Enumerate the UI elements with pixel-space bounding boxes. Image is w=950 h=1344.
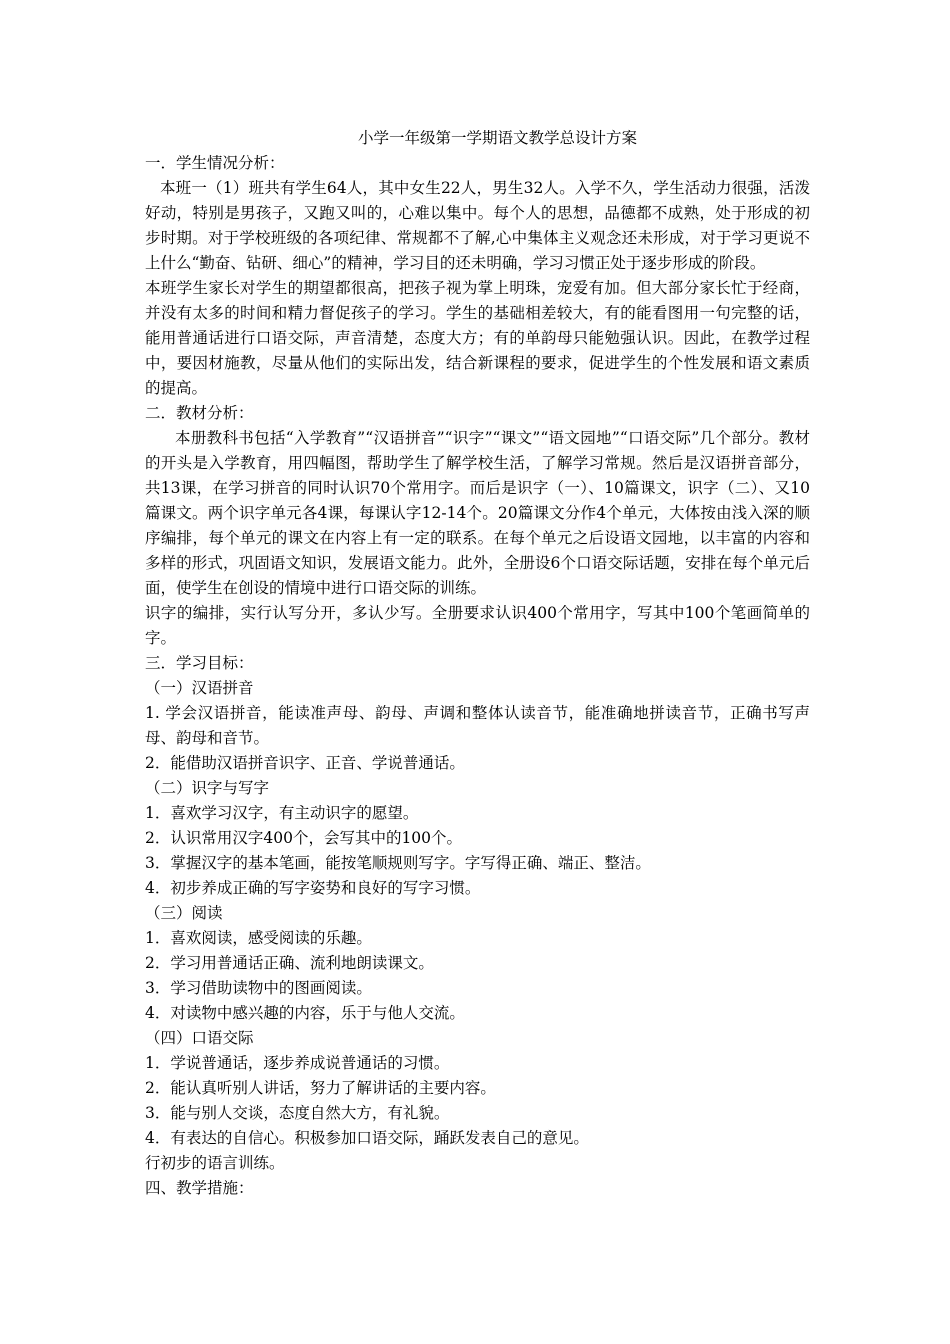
section-heading-2: 二．教材分析：	[145, 404, 254, 422]
list-item: 3．掌握汉字的基本笔画，能按笔顺规则写字。字写得正确、端正、整洁。	[145, 854, 651, 872]
list-item: 4．对读物中感兴趣的内容，乐于与他人交流。	[145, 1004, 465, 1022]
list-item: 4．初步养成正确的写字姿势和良好的写字习惯。	[145, 879, 481, 897]
list-item: 1．学说普通话，逐步养成说普通话的习惯。	[145, 1054, 450, 1072]
list-item: 1．喜欢学习汉字，有主动识字的愿望。	[145, 804, 419, 822]
paragraph: 本册教科书包括“入学教育”“汉语拼音”“识字”“课文”“语文园地”“口语交际”几个部分。教材的开头是入学教育，用四幅图，帮助学生了解学校生活，了解学习常规。然后是汉语拼音部分，共13课，在学习拼音的同时认识70个常用字。而后是识字（一）、10篇课文，识字（二）、又10篇课文。两个识字单元各4课，每课认字12-14个。20篇课文分作4个单元，大体按由浅入深的顺序编排，每个单元的课文在内容上有一定的联系。在每个单元之后设语文园地，以丰富的内容和多样的形式，巩固语文知识，发展语文能力。此外，全册设6个口语交际话题，安排在每个单元后面，使学生在创设的情境中进行口语交际的训练。	[145, 429, 810, 597]
paragraph: 识字的编排，实行认写分开，多认少写。全册要求认识400个常用字，写其中100个笔画简单的字。	[145, 604, 810, 647]
subsection-title: （一）汉语拼音	[145, 679, 254, 697]
paragraph: 本班学生家长对学生的期望都很高，把孩子视为掌上明珠，宠爱有加。但大部分家长忙于经商，并没有太多的时间和精力督促孩子的学习。学生的基础相差较大，有的能看图用一句完整的话，能用普通话进行口语交际，声音清楚，态度大方；有的单韵母只能勉强认识。因此，在教学过程中，要因材施教，尽量从他们的实际出发，结合新课程的要求，促进学生的个性发展和语文素质的提高。	[145, 279, 810, 397]
subsection-title: （三）阅读	[145, 904, 223, 922]
section-heading-4: 四、教学措施：	[145, 1179, 254, 1197]
subsection-title: （四）口语交际	[145, 1029, 254, 1047]
list-item: 3．能与别人交谈，态度自然大方，有礼貌。	[145, 1104, 450, 1122]
document-body	[145, 126, 810, 1201]
paragraph: 行初步的语言训练。	[145, 1154, 285, 1172]
list-item: 2．能认真听别人讲话，努力了解讲话的主要内容。	[145, 1079, 496, 1097]
paragraph: 本班一（1）班共有学生64人，其中女生22人，男生32人。入学不久，学生活动力很强，活泼好动，特别是男孩子，又跑又叫的，心难以集中。每个人的思想，品德都不成熟，处于形成的初步时期。对于学校班级的各项纪律、常规都不了解,心中集体主义观念还未形成，对于学习更说不上什么“勤奋、钻研、细心”的精神，学习目的还未明确，学习习惯正处于逐步形成的阶段。	[145, 179, 810, 272]
section-heading-3: 三．学习目标：	[145, 654, 254, 672]
list-item: 2．学习用普通话正确、流利地朗读课文。	[145, 954, 434, 972]
list-item: 2．能借助汉语拼音识字、正音、学说普通话。	[145, 754, 465, 772]
subsection-title: （二）识字与写字	[145, 779, 270, 797]
list-item: 1．喜欢阅读，感受阅读的乐趣。	[145, 929, 372, 947]
list-item: 4．有表达的自信心。积极参加口语交际，踊跃发表自己的意见。	[145, 1129, 589, 1147]
document-title: 小学一年级第一学期语文教学总设计方案	[357, 129, 637, 147]
section-heading-1: 一．学生情况分析：	[145, 154, 285, 172]
list-item: 1. 学会汉语拼音，能读准声母、韵母、声调和整体认读音节，能准确地拼读音节，正确书写声母、韵母和音节。	[145, 704, 810, 747]
list-item: 2．认识常用汉字400个，会写其中的100个。	[145, 829, 463, 847]
list-item: 3．学习借助读物中的图画阅读。	[145, 979, 372, 997]
